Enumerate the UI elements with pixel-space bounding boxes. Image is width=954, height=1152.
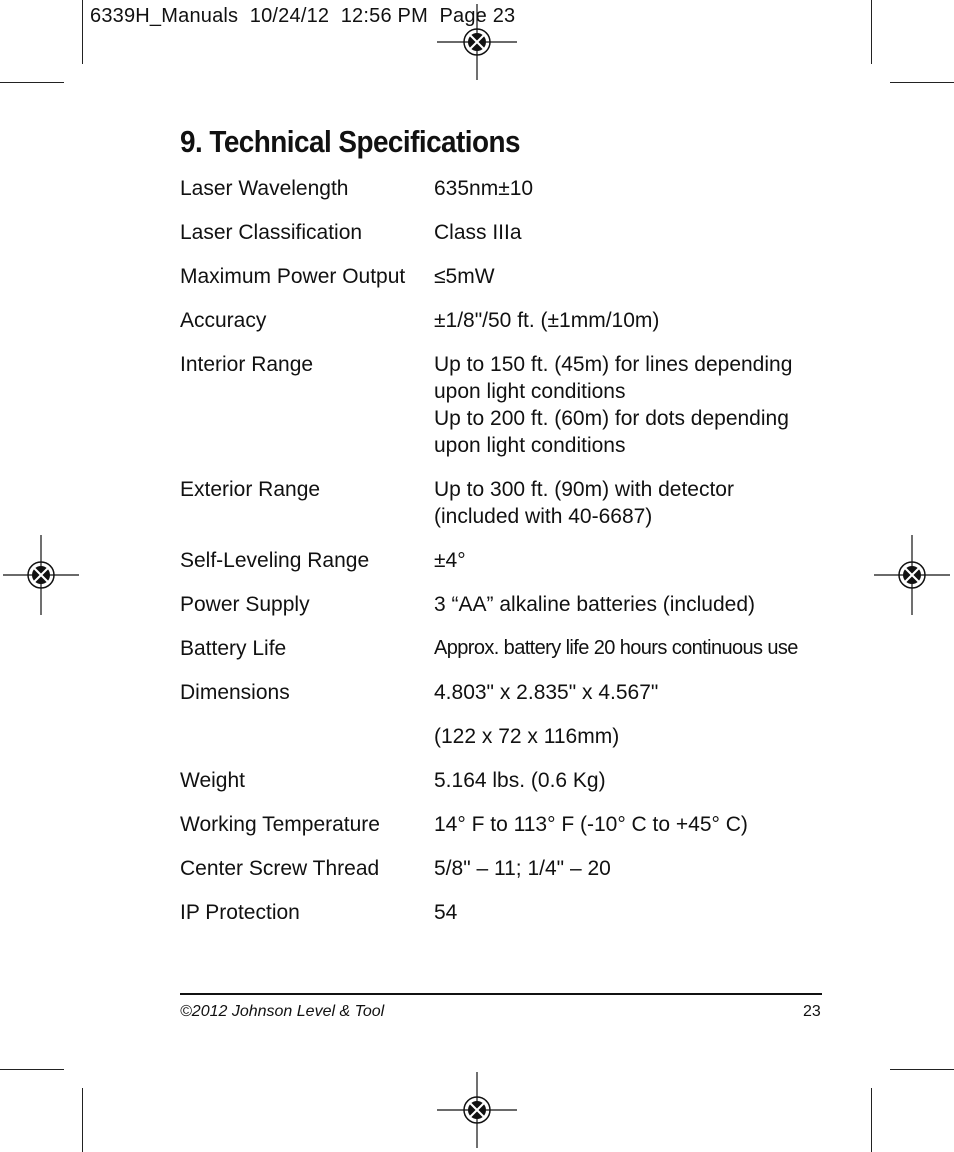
spec-value: 14° F to 113° F (-10° C to +45° C) [434, 813, 748, 836]
crop-mark-bottom-right-horizontal [890, 1069, 954, 1070]
spec-value: ≤5mW [434, 265, 495, 288]
registration-mark-bottom-icon [437, 1070, 517, 1150]
footer-divider [180, 993, 822, 995]
crop-mark-bottom-left-horizontal [0, 1069, 64, 1070]
spec-value: 54 [434, 901, 458, 924]
spec-row-working-temperature [180, 811, 830, 838]
spec-value: 635nm±10 [434, 177, 534, 200]
spec-value: ±1/8"/50 ft. (±1mm/10m) [434, 309, 660, 332]
print-slug-line: 6339H_Manuals 10/24/12 12:56 PM Page 23 [90, 5, 516, 27]
spec-row-max-power-output [180, 263, 830, 290]
spec-row-exterior-range [180, 476, 830, 530]
crop-mark-bottom-right-vertical [871, 1088, 872, 1152]
spec-row-interior-range [180, 351, 830, 459]
spec-value-line: Up to 300 ft. (90m) with detector [434, 478, 734, 501]
spec-row-power-supply [180, 591, 830, 618]
spec-value-line: upon light conditions [434, 380, 626, 403]
spec-label: Battery Life [180, 637, 287, 660]
spec-label: Working Temperature [180, 813, 380, 836]
spec-row-accuracy [180, 307, 830, 334]
registration-mark-left-icon [1, 535, 81, 615]
spec-label: Maximum Power Output [180, 265, 406, 288]
spec-value: 3 “AA” alkaline batteries (included) [434, 593, 755, 616]
crop-mark-top-right-vertical [871, 0, 872, 64]
spec-label [180, 723, 434, 750]
spec-value-line: upon light conditions [434, 434, 626, 457]
spec-value: Approx. battery life 20 hours continuous use [434, 637, 798, 659]
spec-value-multiline [434, 476, 830, 530]
spec-label: Self-Leveling Range [180, 549, 370, 572]
spec-value: 5/8" – 11; 1/4" – 20 [434, 857, 611, 880]
spec-value-line: (included with 40-6687) [434, 505, 653, 528]
section-title: 9. Technical Specifications [180, 124, 520, 159]
spec-label: Weight [180, 769, 245, 792]
spec-value-line: Up to 200 ft. (60m) for dots depending [434, 407, 789, 430]
spec-label: Accuracy [180, 309, 267, 332]
spec-table [180, 175, 830, 943]
spec-value: ±4° [434, 549, 466, 572]
spec-label: Laser Classification [180, 221, 363, 244]
spec-label: IP Protection [180, 901, 300, 924]
spec-row-laser-classification [180, 219, 830, 246]
spec-row-weight [180, 767, 830, 794]
spec-label: Laser Wavelength [180, 177, 349, 200]
spec-label: Exterior Range [180, 478, 321, 501]
spec-value-multiline [434, 351, 830, 459]
crop-mark-top-left-vertical [82, 0, 83, 64]
spec-value: 4.803" x 2.835" x 4.567" [434, 681, 659, 704]
spec-row-dimensions [180, 679, 830, 706]
spec-label: Interior Range [180, 353, 314, 376]
spec-value: Class IIIa [434, 221, 522, 244]
spec-row-center-screw-thread [180, 855, 830, 882]
crop-mark-top-left-horizontal [0, 82, 64, 83]
footer-copyright: ©2012 Johnson Level & Tool [180, 1003, 385, 1020]
spec-value-line: Up to 150 ft. (45m) for lines depending [434, 353, 793, 376]
spec-row-dimensions-metric [180, 723, 830, 750]
page-number: 23 [803, 1003, 821, 1020]
crop-mark-bottom-left-vertical [82, 1088, 83, 1152]
spec-label: Power Supply [180, 593, 310, 616]
spec-label: Dimensions [180, 681, 290, 704]
spec-row-ip-protection [180, 899, 830, 926]
registration-mark-right-icon [872, 535, 952, 615]
spec-label: Center Screw Thread [180, 857, 380, 880]
spec-row-battery-life [180, 635, 830, 662]
crop-mark-top-right-horizontal [890, 82, 954, 83]
spec-row-laser-wavelength [180, 175, 830, 202]
spec-value: 5.164 lbs. (0.6 Kg) [434, 769, 606, 792]
spec-value: (122 x 72 x 116mm) [434, 725, 620, 748]
spec-row-self-leveling-range [180, 547, 830, 574]
